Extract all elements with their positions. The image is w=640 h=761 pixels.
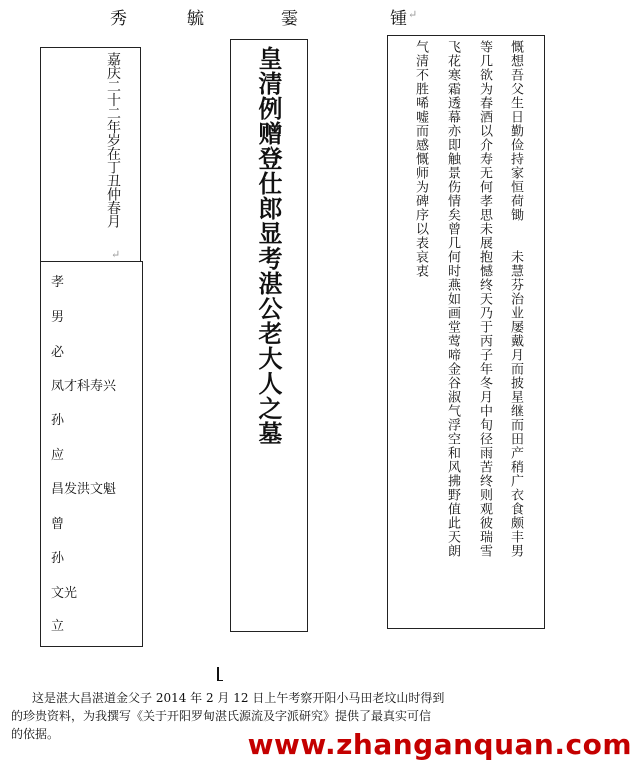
paragraph-mark: ↵	[111, 248, 121, 261]
heading-char-1: 秀	[110, 9, 127, 29]
list-item: 男	[51, 310, 65, 325]
site-watermark: www.zhanganquan.com	[247, 728, 632, 761]
list-item: 凤才科寿兴	[51, 379, 117, 394]
heading-char-4: 锺	[390, 9, 407, 29]
text-cursor	[217, 667, 219, 681]
list-item: 文光	[51, 586, 78, 601]
list-item: 曾	[51, 517, 65, 532]
descendants-list-box	[40, 261, 143, 647]
date-text: 嘉庆二十二年岁在丁丑仲春月	[105, 52, 121, 228]
note-line-1: 这是湛大昌湛道金父子 2014 年 2 月 12 日上午考察开阳小马田老坟山时得到	[32, 691, 445, 705]
tomb-title: 皇清例赠登仕郎显考湛公老大人之墓	[254, 46, 283, 446]
note-line-2: 的珍贵资料，为我撰写《关于开阳罗甸湛氏源流及字派研究》提供了最真实可信	[11, 709, 432, 723]
tomb-title-box	[230, 39, 308, 632]
inscription-column-2: 等几欲为春酒以介寿无何孝思未展抱憾终天乃于丙子年冬月中旬径雨苦终则观彼瑞雪	[477, 40, 492, 558]
note-line-3: 的依据。	[11, 727, 60, 741]
list-item: 应	[51, 448, 65, 463]
list-item: 孙	[51, 413, 65, 428]
list-item: 立	[51, 619, 65, 634]
paragraph-mark: ↵	[408, 8, 418, 21]
heading-char-2: 毓	[187, 9, 204, 29]
list-item: 昌发洪文魁	[51, 482, 117, 497]
list-item: 必	[51, 345, 65, 360]
heading-char-3: 霎	[281, 9, 298, 29]
inscription-column-3: 飞花寒霜透幕亦即触景伤情矣曾几何时燕如画堂莺啼金谷淑气浮空和风拂野值此天朗	[445, 40, 460, 558]
list-item: 孝	[51, 275, 65, 290]
date-box	[40, 47, 141, 262]
inscription-column-4: 气清不胜唏嘘而感慨师为碑序以表哀衷	[413, 40, 428, 278]
inscription-box	[387, 35, 545, 629]
list-item: 孙	[51, 551, 65, 566]
inscription-column-1: 慨想吾父生日勤俭持家恒荷锄 未慧芬治业屡戴月而披星继而田产稍广衣食颇丰男	[508, 40, 523, 558]
